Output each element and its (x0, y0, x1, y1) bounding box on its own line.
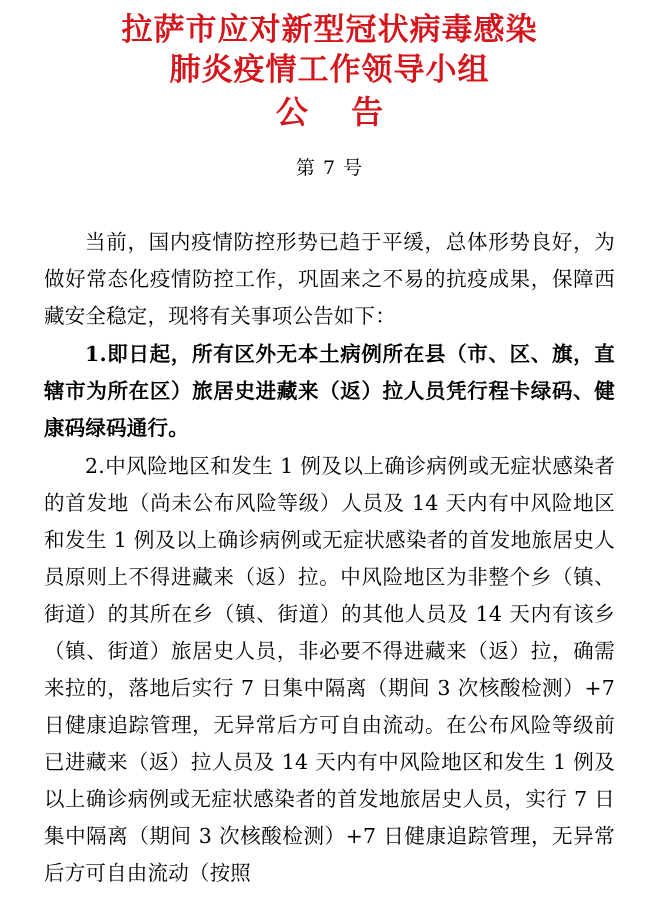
document-title-block (44, 0, 615, 132)
title-line-2: 肺炎疫情工作领导小组 (169, 52, 490, 88)
document-number: 第 7 号 (295, 157, 364, 179)
title-line-3: 公 告 (275, 93, 400, 131)
paragraph-intro: 当前，国内疫情防控形势已趋于平缓，总体形势良好，为做好常态化疫情防控工作，巩固来之不易的抗疫成果，保障西藏安全稳定，现将有关事项公告如下： (44, 230, 615, 328)
paragraph-item-1: 1.即日起，所有区外无本土病例所在县（市、区、旗，直辖市为所在区）旅居史进藏来（返）拉人员凭行程卡绿码、健康码绿码通行。 (44, 342, 615, 440)
paragraph-item-2: 2.中风险地区和发生 1 例及以上确诊病例或无症状感染者的首发地（尚未公布风险等级）人员及 14 天内有中风险地区和发生 1 例及以上确诊病例或无症状感染者的首发地旅居史人员原则上不得进藏来（返）拉。中风险地区为非整个乡（镇、街道）的其所在乡（镇、街道）的其他人员及 14 天内有该乡（镇、街道）旅居史人员，非必要不得进藏来（返）拉，确需来拉的，落地后实行 7 日集中隔离（期间 3 次核酸检测）+7 日健康追踪管理，无异常后方可自由流动。在公布风险等级前已进藏来（返）拉人员及 14 天内有中风险地区和发生 1 例及以上确诊病例或无症状感染者的首发地旅居史人员，实行 7 日集中隔离（期间 3 次核酸检测）+7 日健康追踪管理，无异常后方可自由流动（按照 (44, 454, 615, 885)
document-body (44, 224, 615, 892)
title-line-1: 拉萨市应对新型冠状病毒感染 (121, 12, 538, 48)
